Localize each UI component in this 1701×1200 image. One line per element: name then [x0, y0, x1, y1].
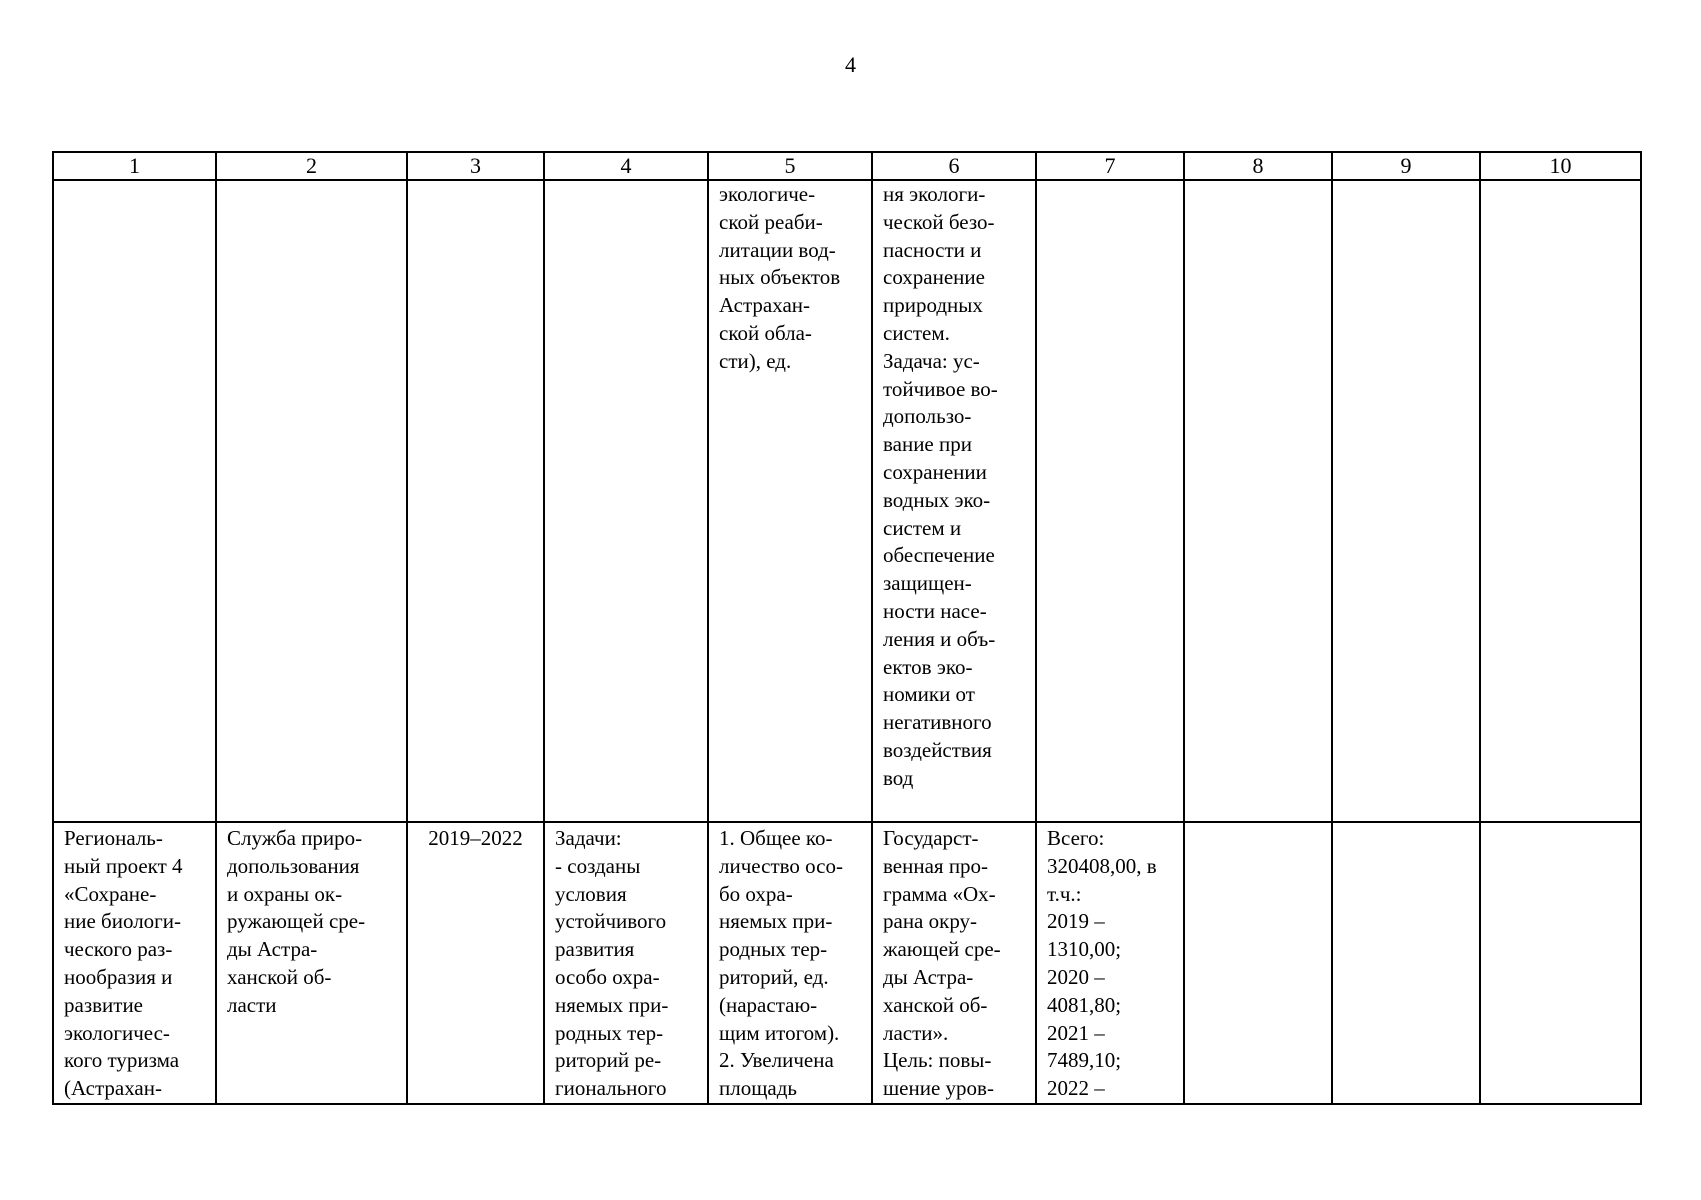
column-header-3: 3 — [407, 152, 544, 180]
column-header-10: 10 — [1480, 152, 1641, 180]
column-header-1: 1 — [53, 152, 216, 180]
table-row-continuation — [53, 180, 1641, 822]
table-row-regional-project-4 — [53, 822, 1641, 1104]
table-cell — [216, 180, 407, 822]
table-cell — [1332, 180, 1480, 822]
table-cell — [53, 180, 216, 822]
table-header-row — [53, 152, 1641, 180]
goal-task-cell: ня экологи- ческой безо- пасности и сохранение природных систем. Задача: ус- тойчивое во- допользо- вание при сохранении водных эко- систем и обеспечение защищен- ности насе- ления и объ- ектов эко- номики от негативного воздействия вод — [872, 180, 1036, 822]
tasks-cell: Задачи: - созданы условия устойчивого развития особо охра- няемых при- родных тер- риторий ре- гионального — [544, 822, 708, 1104]
page-number: 4 — [845, 52, 856, 77]
table-cell — [1332, 822, 1480, 1104]
column-header-6: 6 — [872, 152, 1036, 180]
indicators-cell: 1. Общее ко- личество осо- бо охра- няемых при- родных тер- риторий, ед. (нарастаю- щим итогом). 2. Увеличена площадь — [708, 822, 872, 1104]
table-cell — [1184, 822, 1332, 1104]
column-header-2: 2 — [216, 152, 407, 180]
table-cell — [1036, 180, 1184, 822]
responsible-executor-cell: Служба приро- допользования и охраны ок- ружающей сре- ды Астра- ханской об- ласти — [216, 822, 407, 1104]
project-name-cell: Региональ- ный проект 4 «Сохране- ние биологи- ческого раз- нообразия и развитие экологичес- кого туризма (Астрахан- — [53, 822, 216, 1104]
table-cell — [1184, 180, 1332, 822]
state-program-cell: Государст- венная про- грамма «Ох- рана окру- жающей сре- ды Астра- ханской об- ласти». Цель: повы- шение уров- — [872, 822, 1036, 1104]
table-cell — [544, 180, 708, 822]
column-header-4: 4 — [544, 152, 708, 180]
table-cell — [1480, 822, 1641, 1104]
table-cell — [407, 180, 544, 822]
program-table — [52, 151, 1642, 1105]
column-header-5: 5 — [708, 152, 872, 180]
column-header-7: 7 — [1036, 152, 1184, 180]
column-header-8: 8 — [1184, 152, 1332, 180]
funding-cell: Всего: 320408,00, в т.ч.: 2019 – 1310,00; 2020 – 4081,80; 2021 – 7489,10; 2022 – — [1036, 822, 1184, 1104]
column-header-9: 9 — [1332, 152, 1480, 180]
indicator-cell: экологиче- ской реаби- литации вод- ных объектов Астрахан- ской обла- сти), ед. — [708, 180, 872, 822]
table-cell — [1480, 180, 1641, 822]
period-cell: 2019–2022 — [407, 822, 544, 1104]
